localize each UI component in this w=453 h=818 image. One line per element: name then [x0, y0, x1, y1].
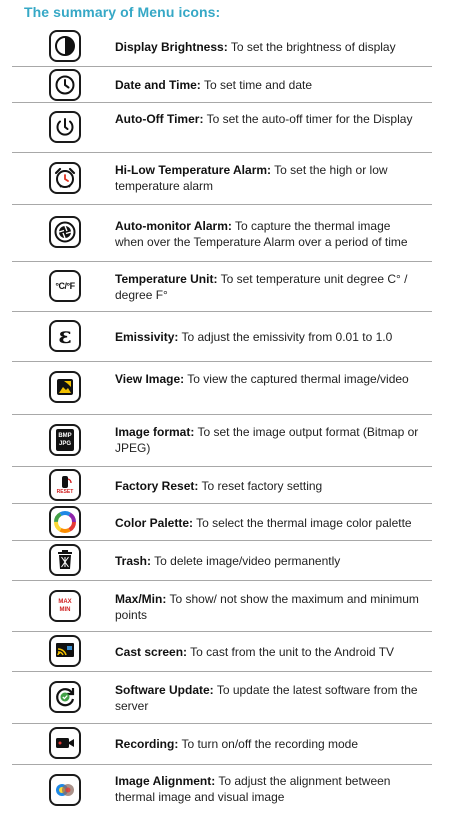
list-item	[12, 204, 432, 262]
list-item	[12, 66, 432, 103]
item-description: Hi-Low Temperature Alarm: To set the high or low temperature alarm	[115, 163, 388, 193]
software-update-icon	[49, 681, 81, 713]
image-format-icon	[49, 424, 81, 456]
list-item	[12, 764, 432, 812]
item-description: View Image: To view the captured thermal image/video	[115, 372, 409, 386]
image-alignment-icon	[49, 774, 81, 806]
brightness-icon	[49, 30, 81, 62]
emissivity-icon	[49, 320, 81, 352]
list-item	[12, 540, 432, 581]
emissivity-symbol: ε	[58, 323, 72, 349]
item-description: Trash: To delete image/video permanently	[115, 554, 341, 568]
list-item	[12, 102, 432, 153]
view-image-icon	[49, 371, 81, 403]
max-label: MAX	[58, 599, 72, 605]
list-item	[12, 261, 432, 312]
list-item	[12, 580, 432, 632]
item-description: Cast screen: To cast from the unit to the Android TV	[115, 645, 395, 659]
item-description: Date and Time: To set time and date	[115, 78, 313, 92]
alarm-clock-icon	[49, 162, 81, 194]
list-item	[12, 503, 432, 541]
min-label: MIN	[59, 607, 71, 613]
power-timer-icon	[49, 111, 81, 143]
item-description: Factory Reset: To reset factory setting	[115, 479, 323, 493]
list-item	[12, 723, 432, 765]
clock-icon	[49, 69, 81, 101]
recording-icon	[49, 727, 81, 759]
list-item	[12, 311, 432, 362]
list-item	[12, 466, 432, 504]
list-item	[12, 414, 432, 467]
item-description: Temperature Unit: To set temperature unit degree C° / degree F°	[115, 272, 408, 302]
list-item	[12, 361, 432, 415]
factory-reset-icon	[49, 469, 81, 501]
jpg-label: JPG	[58, 441, 71, 447]
trash-icon	[49, 544, 81, 576]
item-description: Max/Min: To show/ not show the maximum and minimum points	[115, 592, 419, 622]
item-description: Emissivity: To adjust the emissivity from 0.01 to 1.0	[115, 330, 393, 344]
max-min-icon	[49, 590, 81, 622]
page-title: The summary of Menu icons:	[24, 4, 221, 20]
celsius-fahrenheit-icon	[49, 270, 81, 302]
list-item	[12, 631, 432, 672]
item-description: Image format: To set the image output format (Bitmap or JPEG)	[115, 425, 419, 455]
item-description: Image Alignment: To adjust the alignment between thermal image and visual image	[115, 774, 391, 804]
item-description: Recording: To turn on/off the recording mode	[115, 737, 359, 751]
cast-screen-icon	[49, 635, 81, 667]
item-description: Auto-monitor Alarm: To capture the thermal image when over the Temperature Alarm over a period of time	[115, 219, 408, 249]
bmp-label: BMP	[58, 433, 72, 439]
reset-label: RESET	[56, 489, 74, 495]
color-palette-icon	[49, 506, 81, 538]
item-description: Display Brightness: To set the brightness of display	[115, 40, 396, 54]
item-description: Software Update: To update the latest software from the server	[115, 683, 418, 713]
list-item	[12, 671, 432, 724]
item-description: Auto-Off Timer: To set the auto-off timer for the Display	[115, 112, 413, 126]
list-item	[12, 24, 432, 67]
item-description: Color Palette: To select the thermal image color palette	[115, 516, 412, 530]
unit-icon-text: °C/°F	[55, 281, 75, 291]
camera-shutter-icon	[49, 216, 81, 248]
list-item	[12, 152, 432, 205]
